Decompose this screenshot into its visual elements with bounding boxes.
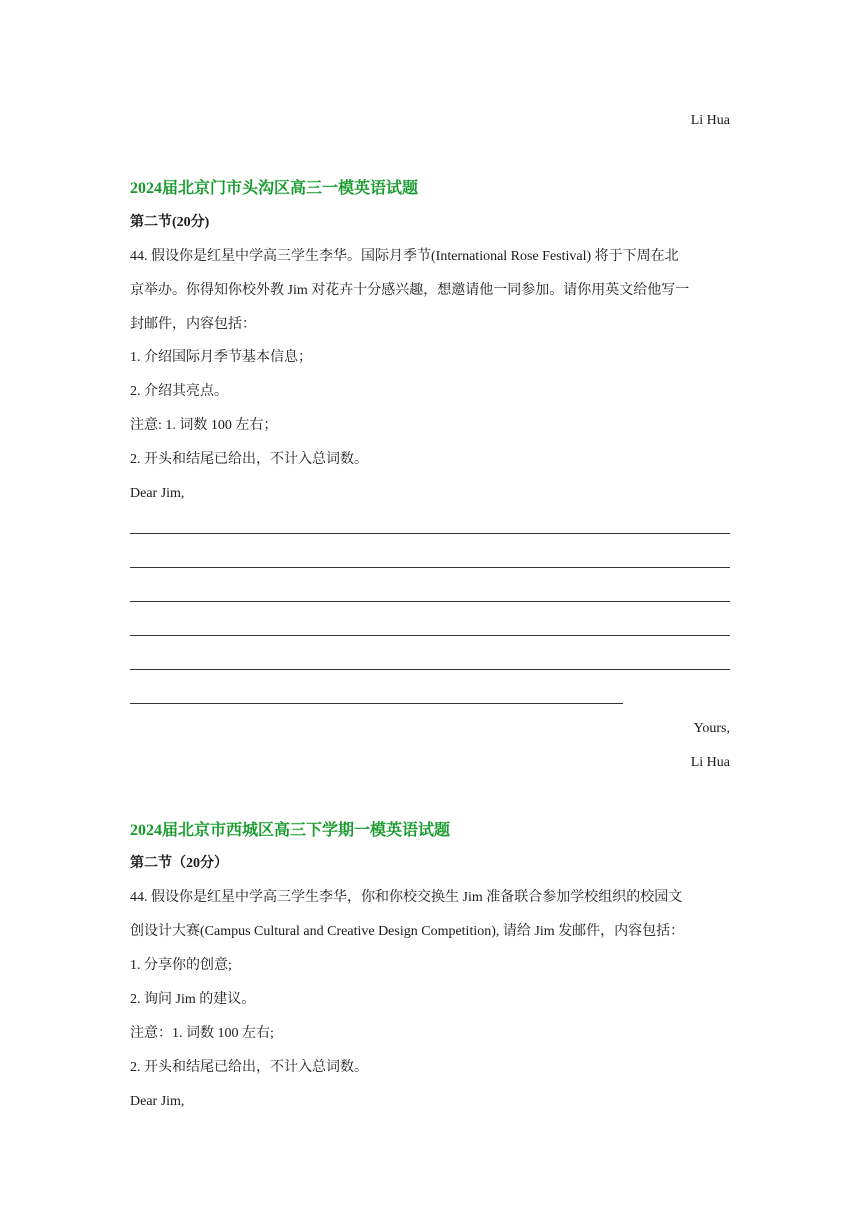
answer-line — [130, 601, 730, 602]
prompt-line: 封邮件，内容包括： — [130, 317, 256, 332]
prompt-line: 创设计大赛(Campus Cultural and Creative Design Competition), 请给 Jim 发邮件，内容包括： — [130, 924, 685, 939]
requirement-item: 1. 分享你的创意; — [130, 958, 232, 973]
requirement-item: 2. 询问 Jim 的建议。 — [130, 992, 256, 1007]
section-heading-2: 第二节（20分） — [130, 856, 228, 871]
answer-line — [130, 533, 730, 534]
section-heading-1: 第二节(20分) — [130, 215, 210, 230]
letter-greeting: Dear Jim, — [130, 486, 185, 501]
note-line: 注意: 1. 词数 100 左右； — [130, 418, 278, 433]
answer-line — [130, 703, 623, 704]
requirement-item: 1. 介绍国际月季节基本信息； — [130, 350, 312, 365]
letter-signature: Li Hua — [690, 755, 730, 770]
prompt-line: 44. 假设你是红星中学高三学生李华，你和你校交换生 Jim 准备联合参加学校组织的校园文 — [130, 890, 683, 905]
answer-line — [130, 567, 730, 568]
note-line: 注意：1. 词数 100 左右; — [130, 1026, 274, 1041]
requirement-item: 2. 介绍其亮点。 — [130, 384, 228, 399]
exam-title-1: 2024届北京门市头沟区高三一模英语试题 — [130, 180, 419, 197]
letter-greeting: Dear Jim, — [130, 1094, 185, 1109]
prompt-line: 京举办。你得知你校外教 Jim 对花卉十分感兴趣，想邀请他一同参加。请你用英文给他写一 — [130, 283, 690, 298]
prompt-line: 44. 假设你是红星中学高三学生李华。国际月季节(International Rose Festival) 将于下周在北 — [130, 249, 679, 264]
note-line: 2. 开头和结尾已给出，不计入总词数。 — [130, 452, 368, 467]
letter-closing: Yours, — [693, 721, 730, 736]
note-line: 2. 开头和结尾已给出，不计入总词数。 — [130, 1060, 368, 1075]
answer-line — [130, 635, 730, 636]
answer-line — [130, 669, 730, 670]
signature-top: Li Hua — [690, 113, 730, 128]
exam-title-2: 2024届北京市西城区高三下学期一模英语试题 — [130, 822, 451, 839]
